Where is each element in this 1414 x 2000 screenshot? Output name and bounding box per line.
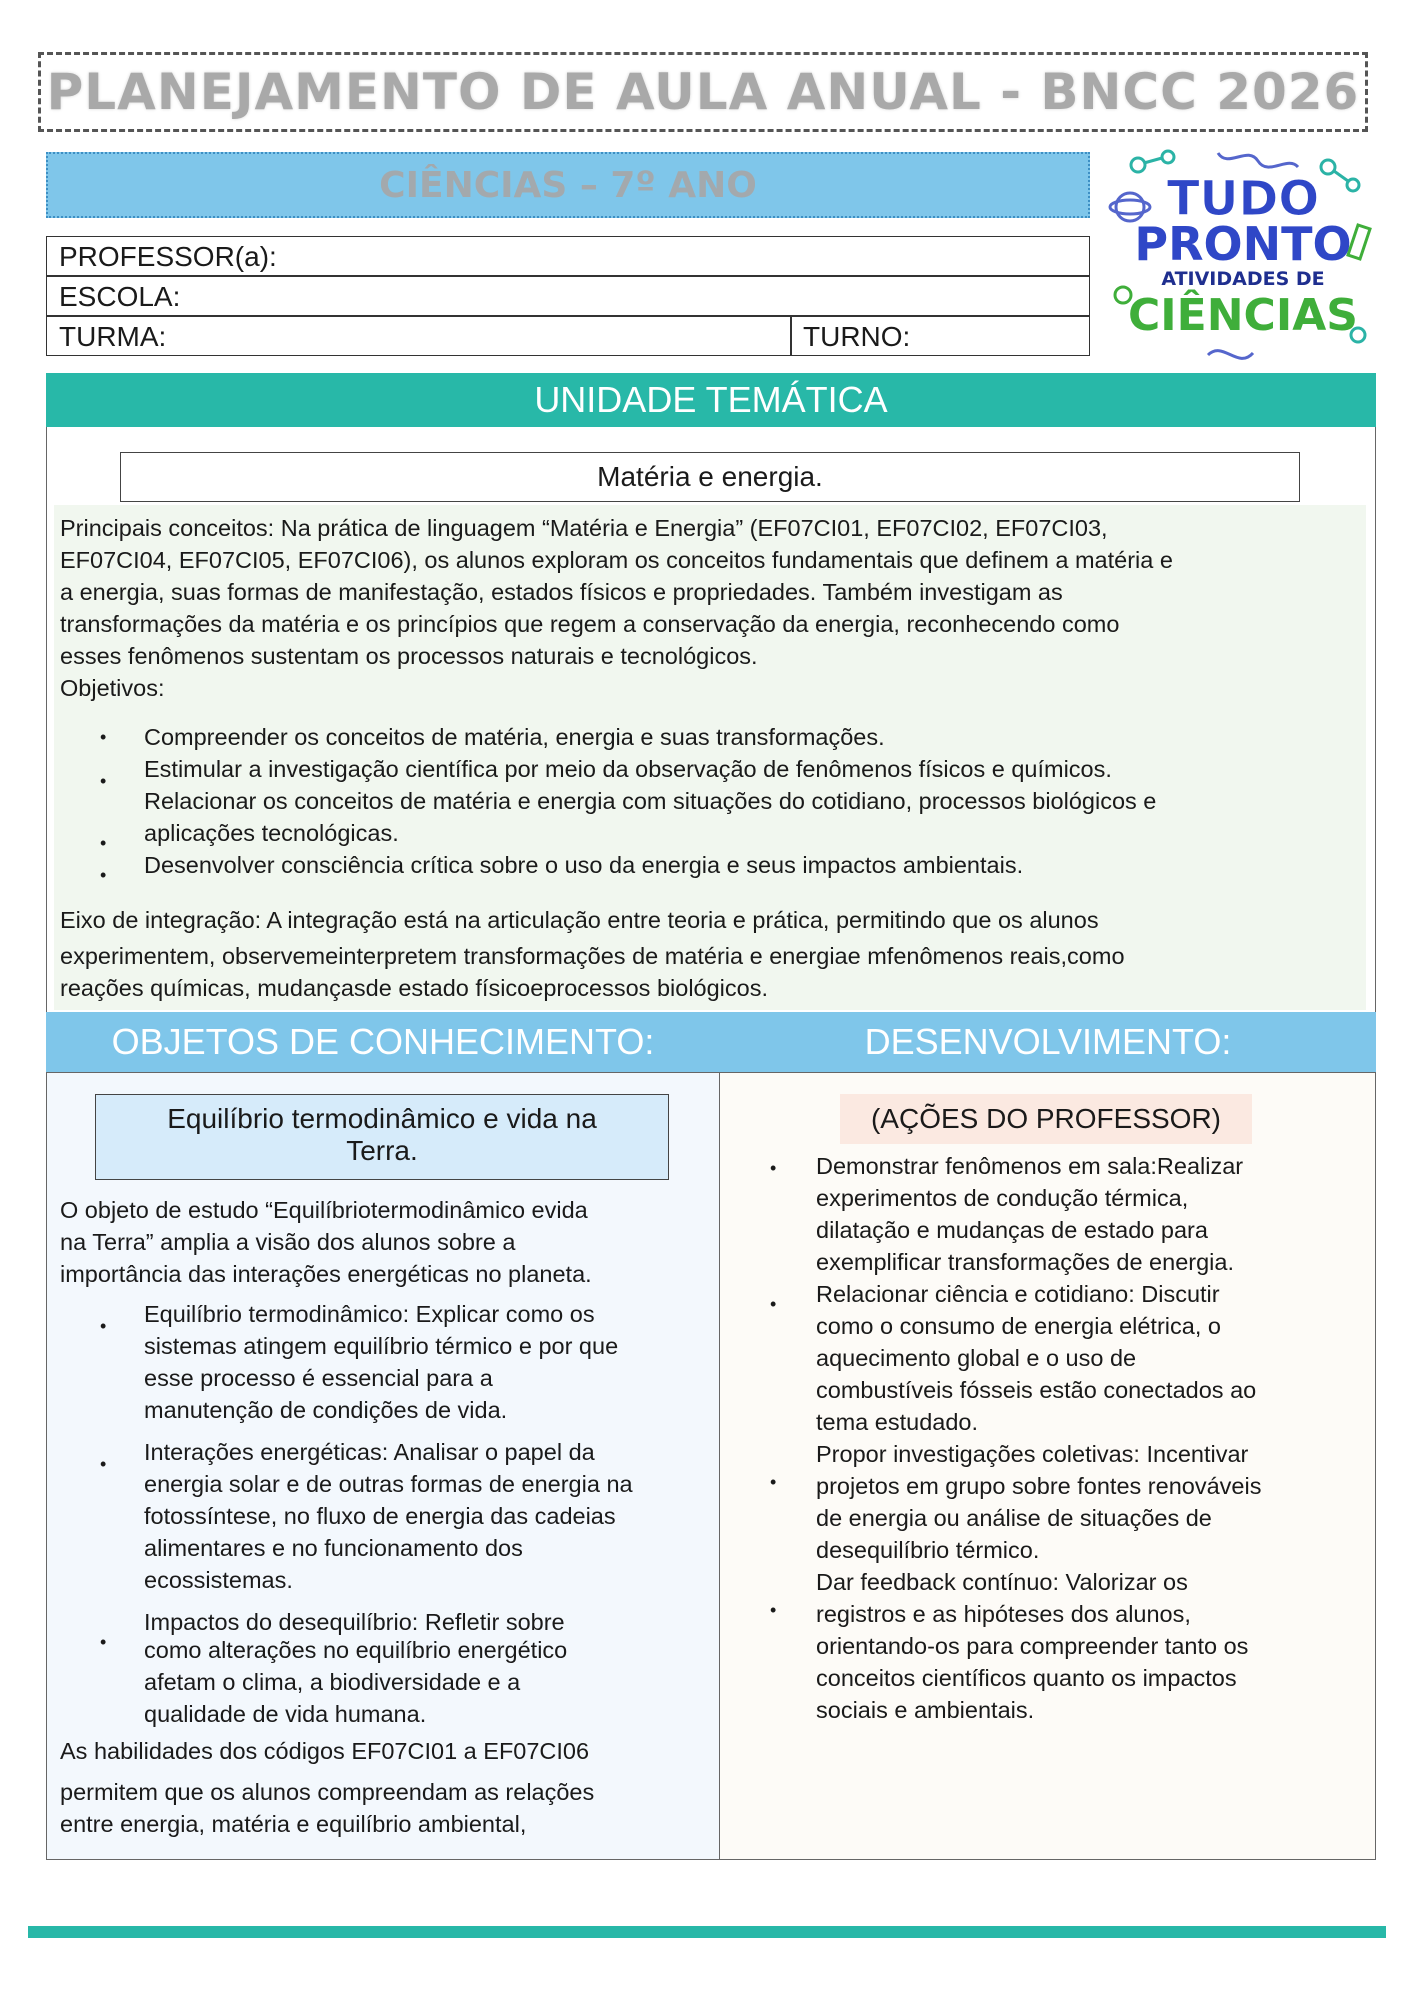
objetos-header: OBJETOS DE CONHECIMENTO: [46, 1012, 720, 1072]
turma-label: TURMA: [59, 321, 167, 352]
principais-line: transformações da matéria e os princípios que regem a conservação da energia, reconhecendo como [60, 611, 1120, 637]
list-item: • Relacionar ciência e cotidiano: Discutir como o consumo de energia elétrica, o aquecimento global e o uso de combustíveis fósseis estão conectados ao tema estudado. [770, 1281, 1257, 1435]
objetos-intro-line: importância das interações energéticas no planeta. [60, 1261, 592, 1287]
logo-line-1: TUDO [1166, 171, 1320, 227]
list-item: • Demonstrar fenômenos em sala:Realizar experimentos de condução térmica, dilatação e mudanças de estado para exemplificar transformações de energia. [770, 1153, 1244, 1275]
list-item: • Propor investigações coletivas: Incentivar projetos em grupo sobre fontes renováveis de energia ou análise de situações de desequilíbrio térmico. [770, 1441, 1262, 1563]
footer-divider [28, 1926, 1386, 1938]
principais-line: EF07CI04, EF07CI05, EF07CI06), os alunos exploram os conceitos fundamentais que definem a matéria e [60, 547, 1173, 573]
objetos-intro-line: na Terra” amplia a visão dos alunos sobre a [60, 1229, 516, 1255]
objetos-title-line: Equilíbrio termodinâmico e vida na [167, 1103, 597, 1134]
logo-line-2: PRONTO [1134, 217, 1352, 271]
professor-field[interactable] [46, 236, 1090, 276]
desenvolvimento-header: DESENVOLVIMENTO: [720, 1012, 1376, 1072]
acoes-professor-box: (AÇÕES DO PROFESSOR) [840, 1094, 1252, 1144]
unidade-theme: Matéria e energia. [120, 452, 1300, 502]
escola-field[interactable] [46, 276, 1090, 316]
turma-field[interactable] [46, 316, 792, 356]
principais-line: esses fenômenos sustentam os processos naturais e tecnológicos. [60, 643, 758, 669]
list-item: • Equilíbrio termodinâmico: Explicar como os sistemas atingem equilíbrio térmico e por que esse processo é essencial para a manutenção de condições de vida. [100, 1301, 619, 1423]
objetivos-list [60, 721, 1360, 885]
logo-line-4: CIÊNCIAS [1128, 290, 1358, 341]
page-title: PLANEJAMENTO DE AULA ANUAL - BNCC 2026 [38, 52, 1368, 132]
principais-line: Principais conceitos: Na prática de linguagem “Matéria e Energia” (EF07CI01, EF07CI02, EF07CI03, [60, 515, 1108, 541]
objetos-title-line: Terra. [346, 1135, 418, 1166]
escola-label: ESCOLA: [59, 281, 181, 312]
list-item: • Interações energéticas: Analisar o papel da energia solar e de outras formas de energia na fotossíntese, no fluxo de energia das cadeias alimentares e no funcionamento dos ecossistemas. [100, 1439, 633, 1593]
objetos-intro-line: O objeto de estudo “Equilíbriotermodinâmico evida [60, 1197, 588, 1223]
desenvolvimento-list [720, 1150, 1370, 1726]
list-item: • Compreender os conceitos de matéria, energia e suas transformações. [100, 724, 885, 750]
list-item: • Estimular a investigação científica por meio da observação de fenômenos físicos e químicos. [100, 756, 1112, 791]
list-item: • Impactos do desequilíbrio: Refletir sobre como alterações no equilíbrio energético afetam o clima, a biodiversidade e a qualidade de vida humana. [100, 1609, 568, 1727]
eixo-line: experimentem, observemeinterpretem transformações de matéria e energiae mfenômenos reais,como [60, 943, 1125, 969]
turno-field[interactable] [790, 316, 1090, 356]
objetos-closing-line: permitem que os alunos compreendam as relações [60, 1779, 595, 1805]
list-item: Relacionar os conceitos de matéria e energia com situações do cotidiano, processos biológicos e [144, 788, 1157, 814]
principais-line: a energia, suas formas de manifestação, estados físicos e propriedades. Também investigam as [60, 579, 1063, 605]
objetos-title-box [95, 1094, 669, 1180]
list-item: • Desenvolver consciência crítica sobre o uso da energia e seus impactos ambientais. [100, 852, 1024, 885]
subject-banner: CIÊNCIAS – 7º ANO [46, 152, 1090, 218]
logo-line-3: ATIVIDADES DE [1161, 268, 1325, 290]
eixo-line: reações químicas, mudançasde estado físicoeprocessos biológicos. [60, 975, 768, 1001]
unidade-header: UNIDADE TEMÁTICA [46, 373, 1376, 427]
objetos-list [60, 1298, 720, 1740]
list-item: • Dar feedback contínuo: Valorizar os registros e as hipóteses dos alunos, orientando-os para compreender tanto os conceitos científicos quanto os impactos sociais e ambientais. [770, 1569, 1249, 1723]
tudo-pronto-logo [1098, 145, 1378, 375]
objetos-closing-line: entre energia, matéria e equilíbrio ambiental, [60, 1811, 527, 1837]
eixo-line: Eixo de integração: A integração está na articulação entre teoria e prática, permitindo que os alunos [60, 907, 1099, 933]
professor-label: PROFESSOR(a): [59, 241, 277, 272]
objetivos-label: Objetivos: [60, 675, 165, 701]
turno-label: TURNO: [803, 321, 911, 352]
objetos-closing-line: As habilidades dos códigos EF07CI01 a EF07CI06 [60, 1738, 590, 1764]
list-item: • aplicações tecnológicas. [100, 820, 399, 853]
